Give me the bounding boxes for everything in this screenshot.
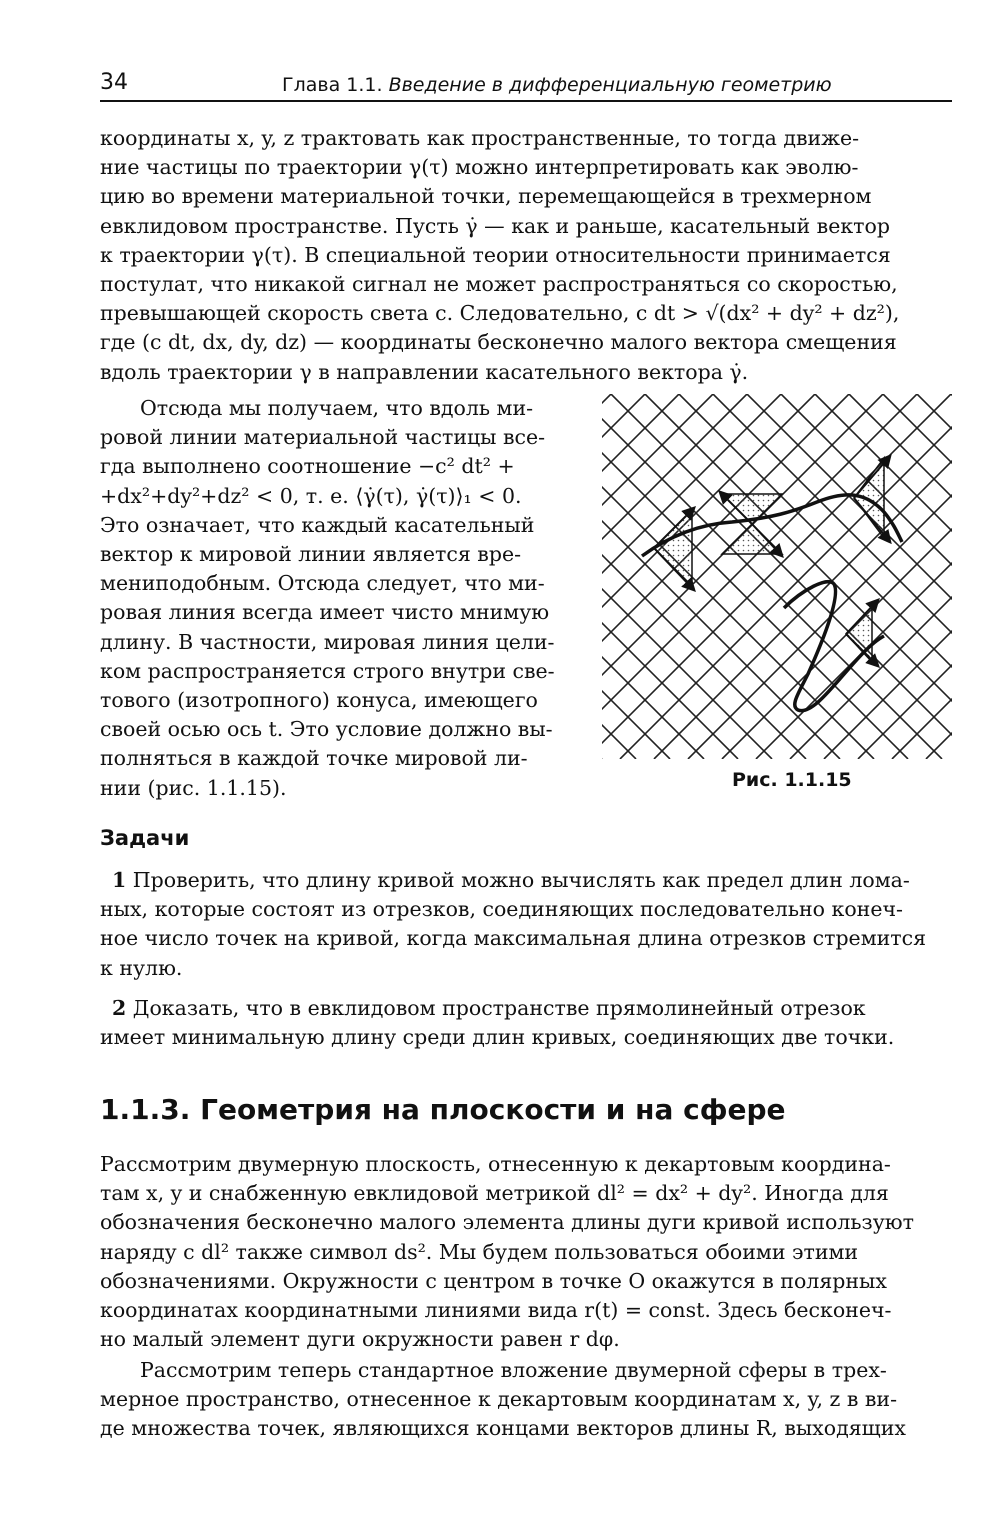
text-line: 2 Доказать, что в евклидовом пространстве прямолинейный отрезок	[112, 996, 866, 1020]
grid-line	[602, 394, 874, 759]
lattice-grid	[602, 394, 952, 759]
text-line: +dx²+dy²+dz² < 0, т. е. ⟨γ̇(τ), γ̇(τ)⟩₁ < 0.	[100, 483, 522, 508]
text-line: вектор к мировой линии является вре-	[100, 542, 522, 567]
text-line: ровой линии материальной частицы все-	[100, 425, 546, 450]
task-number: 1	[112, 868, 127, 892]
text-line: мениподобным. Отсюда следует, что ми-	[100, 571, 545, 596]
task-number: 2	[112, 996, 127, 1020]
grid-line	[713, 394, 952, 759]
grid-line	[951, 394, 952, 759]
grid-line	[849, 394, 952, 759]
text-line: полняться в каждой точке мировой ли-	[100, 746, 528, 771]
light-cone	[854, 458, 884, 538]
text-line: ние частицы по траектории γ(τ) можно интерпретировать как эволю-	[100, 155, 859, 180]
text-line: Отсюда мы получаем, что вдоль ми-	[140, 396, 534, 420]
task-2	[100, 994, 952, 1052]
paragraph-worldline	[100, 394, 578, 803]
tasks-heading: Задачи	[100, 826, 190, 850]
text-line: там x, y и снабженную евклидовой метрикой dl² = dx² + dy². Иногда для	[100, 1181, 889, 1206]
light-cone	[654, 510, 692, 586]
text-line: где (c dt, dx, dy, dz) — координаты бесконечно малого вектора смещения	[100, 330, 897, 355]
grid-line	[781, 394, 952, 759]
grid-line	[602, 394, 840, 759]
chapter-title: Глава 1.1. Введение в дифференциальную геометрию	[282, 74, 832, 96]
section-paragraph-1	[100, 1150, 952, 1354]
text-line: к нулю.	[100, 955, 183, 980]
text-line: Это означает, что каждый касательный	[100, 512, 535, 537]
text-line: 1 Проверить, что длину кривой можно вычислять как предел длин лома-	[112, 868, 910, 892]
text-line: нии (рис. 1.1.15).	[100, 775, 287, 800]
text-line: де множества точек, являющихся концами векторов длины R, выходящих	[100, 1416, 906, 1441]
task-1	[100, 866, 952, 983]
light-cone-diagram	[602, 394, 952, 759]
text-line: тового (изотропного) конуса, имеющего	[100, 688, 538, 713]
grid-line	[602, 394, 670, 759]
text-line: длину. В частности, мировая линия цели-	[100, 629, 555, 654]
text-line: своей осью ось t. Это условие должно вы-	[100, 717, 553, 742]
text-line: обозначения бесконечно малого элемента длины дуги кривой используют	[100, 1210, 914, 1235]
text-line: гда выполнено соотношение −c² dt² +	[100, 454, 515, 479]
grid-line	[611, 394, 952, 759]
text-line: цию во времени материальной точки, перемещающейся в трехмерном	[100, 184, 872, 209]
text-line: обозначениями. Окружности с центром в точке O окажутся в полярных	[100, 1268, 887, 1293]
text-line: но малый элемент дуги окружности равен r dφ.	[100, 1327, 620, 1352]
text-line: превышающей скорость света c. Следовательно, c dt > √(dx² + dy² + dz²),	[100, 301, 900, 326]
section-heading: 1.1.3. Геометрия на плоскости и на сфере	[100, 1093, 786, 1126]
grid-line	[602, 394, 942, 759]
text-line: постулат, что никакой сигнал не может распространяться со скоростью,	[100, 272, 898, 297]
text-line: вдоль траектории γ в направлении касательного вектора γ̇.	[100, 359, 749, 384]
light-cone	[846, 606, 872, 662]
figure-caption: Рис. 1.1.15	[732, 769, 852, 791]
text-line: Рассмотрим теперь стандартное вложение двумерной сферы в трех-	[140, 1358, 887, 1382]
grid-line	[883, 394, 952, 759]
text-line: к траектории γ(τ). В специальной теории относительности принимается	[100, 242, 891, 267]
text-line: ком распространяется строго внутри све-	[100, 658, 555, 683]
paragraph-intro	[100, 124, 952, 387]
text-line: наряду с dl² также символ ds². Мы будем пользоваться обоими этими	[100, 1239, 859, 1264]
text-line: координаты x, y, z трактовать как пространственные, то тогда движе-	[100, 126, 860, 150]
text-line: евклидовом пространстве. Пусть γ̇ — как и раньше, касательный вектор	[100, 213, 890, 238]
text-line: ровая линия всегда имеет чисто мнимую	[100, 600, 550, 625]
text-line: имеет минимальную длину среди длин кривых, соединяющих две точки.	[100, 1025, 895, 1050]
section-paragraph-2	[100, 1356, 952, 1444]
page-number: 34	[100, 70, 128, 95]
text-line: Рассмотрим двумерную плоскость, отнесенную к декартовым координа-	[100, 1152, 891, 1176]
text-line: мерное пространство, отнесенное к декартовым координатам x, y, z в ви-	[100, 1387, 898, 1412]
text-line: координатах координатными линиями вида r(t) = const. Здесь бесконеч-	[100, 1298, 892, 1323]
text-line: ных, которые состоят из отрезков, соединяющих последовательно конеч-	[100, 897, 903, 922]
running-header	[100, 66, 952, 102]
text-line: ное число точек на кривой, когда максимальная длина отрезков стремится	[100, 926, 927, 951]
